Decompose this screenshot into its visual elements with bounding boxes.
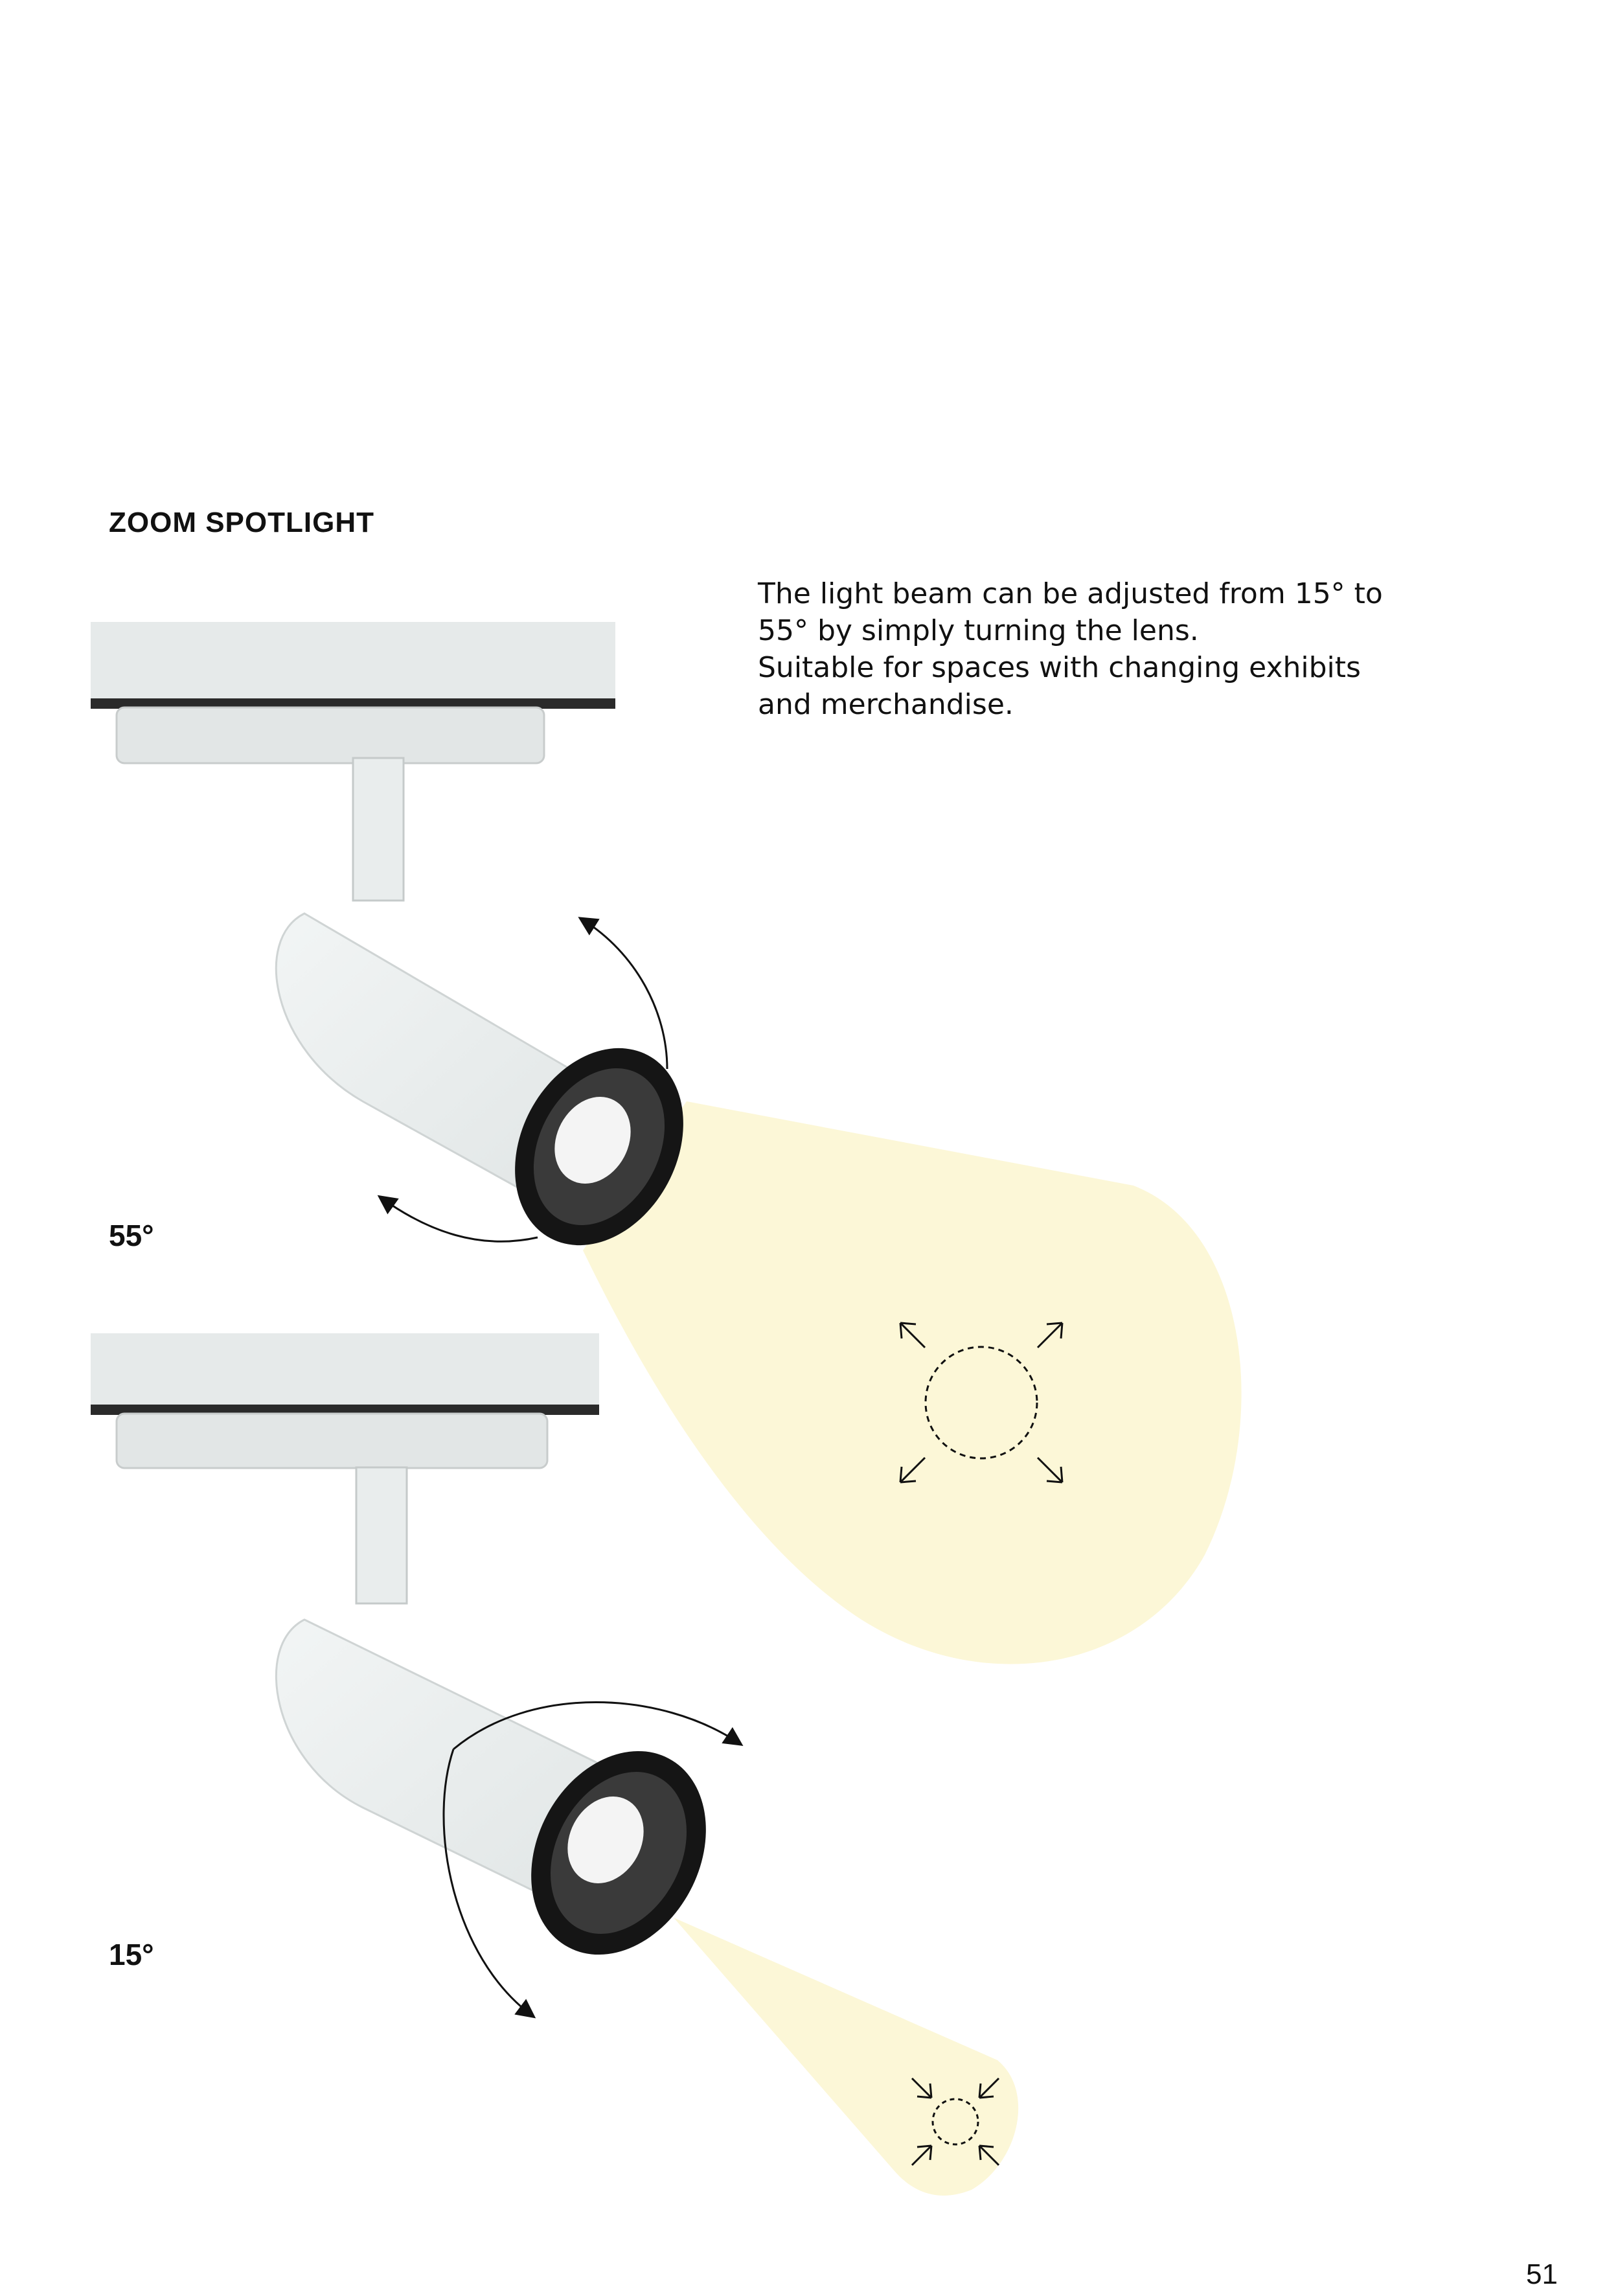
description-line: 55° by simply turning the lens.	[758, 614, 1199, 647]
light-beam-wide	[583, 1101, 1242, 1664]
track-rail	[91, 622, 615, 698]
rotate-arrow-icon	[382, 1199, 538, 1241]
section-title: ZOOM SPOTLIGHT	[109, 507, 374, 538]
rotate-arrow-icon	[583, 920, 667, 1069]
angle-label-55: 55°	[109, 1219, 154, 1252]
description-line: The light beam can be adjusted from 15° to	[758, 577, 1383, 610]
fixture-stem	[356, 1467, 407, 1603]
description-line: Suitable for spaces with changing exhibits	[758, 651, 1361, 684]
page-number: 51	[1526, 2258, 1558, 2290]
spotlight-wide	[91, 622, 1242, 1664]
description-line: and merchandise.	[758, 688, 1014, 721]
angle-label-15: 15°	[109, 1938, 154, 1971]
track-rail	[91, 1333, 599, 1405]
light-beam-narrow	[674, 1918, 1018, 2196]
fixture-stem	[353, 758, 404, 901]
track-adapter	[117, 1414, 547, 1468]
track-adapter	[117, 707, 544, 763]
